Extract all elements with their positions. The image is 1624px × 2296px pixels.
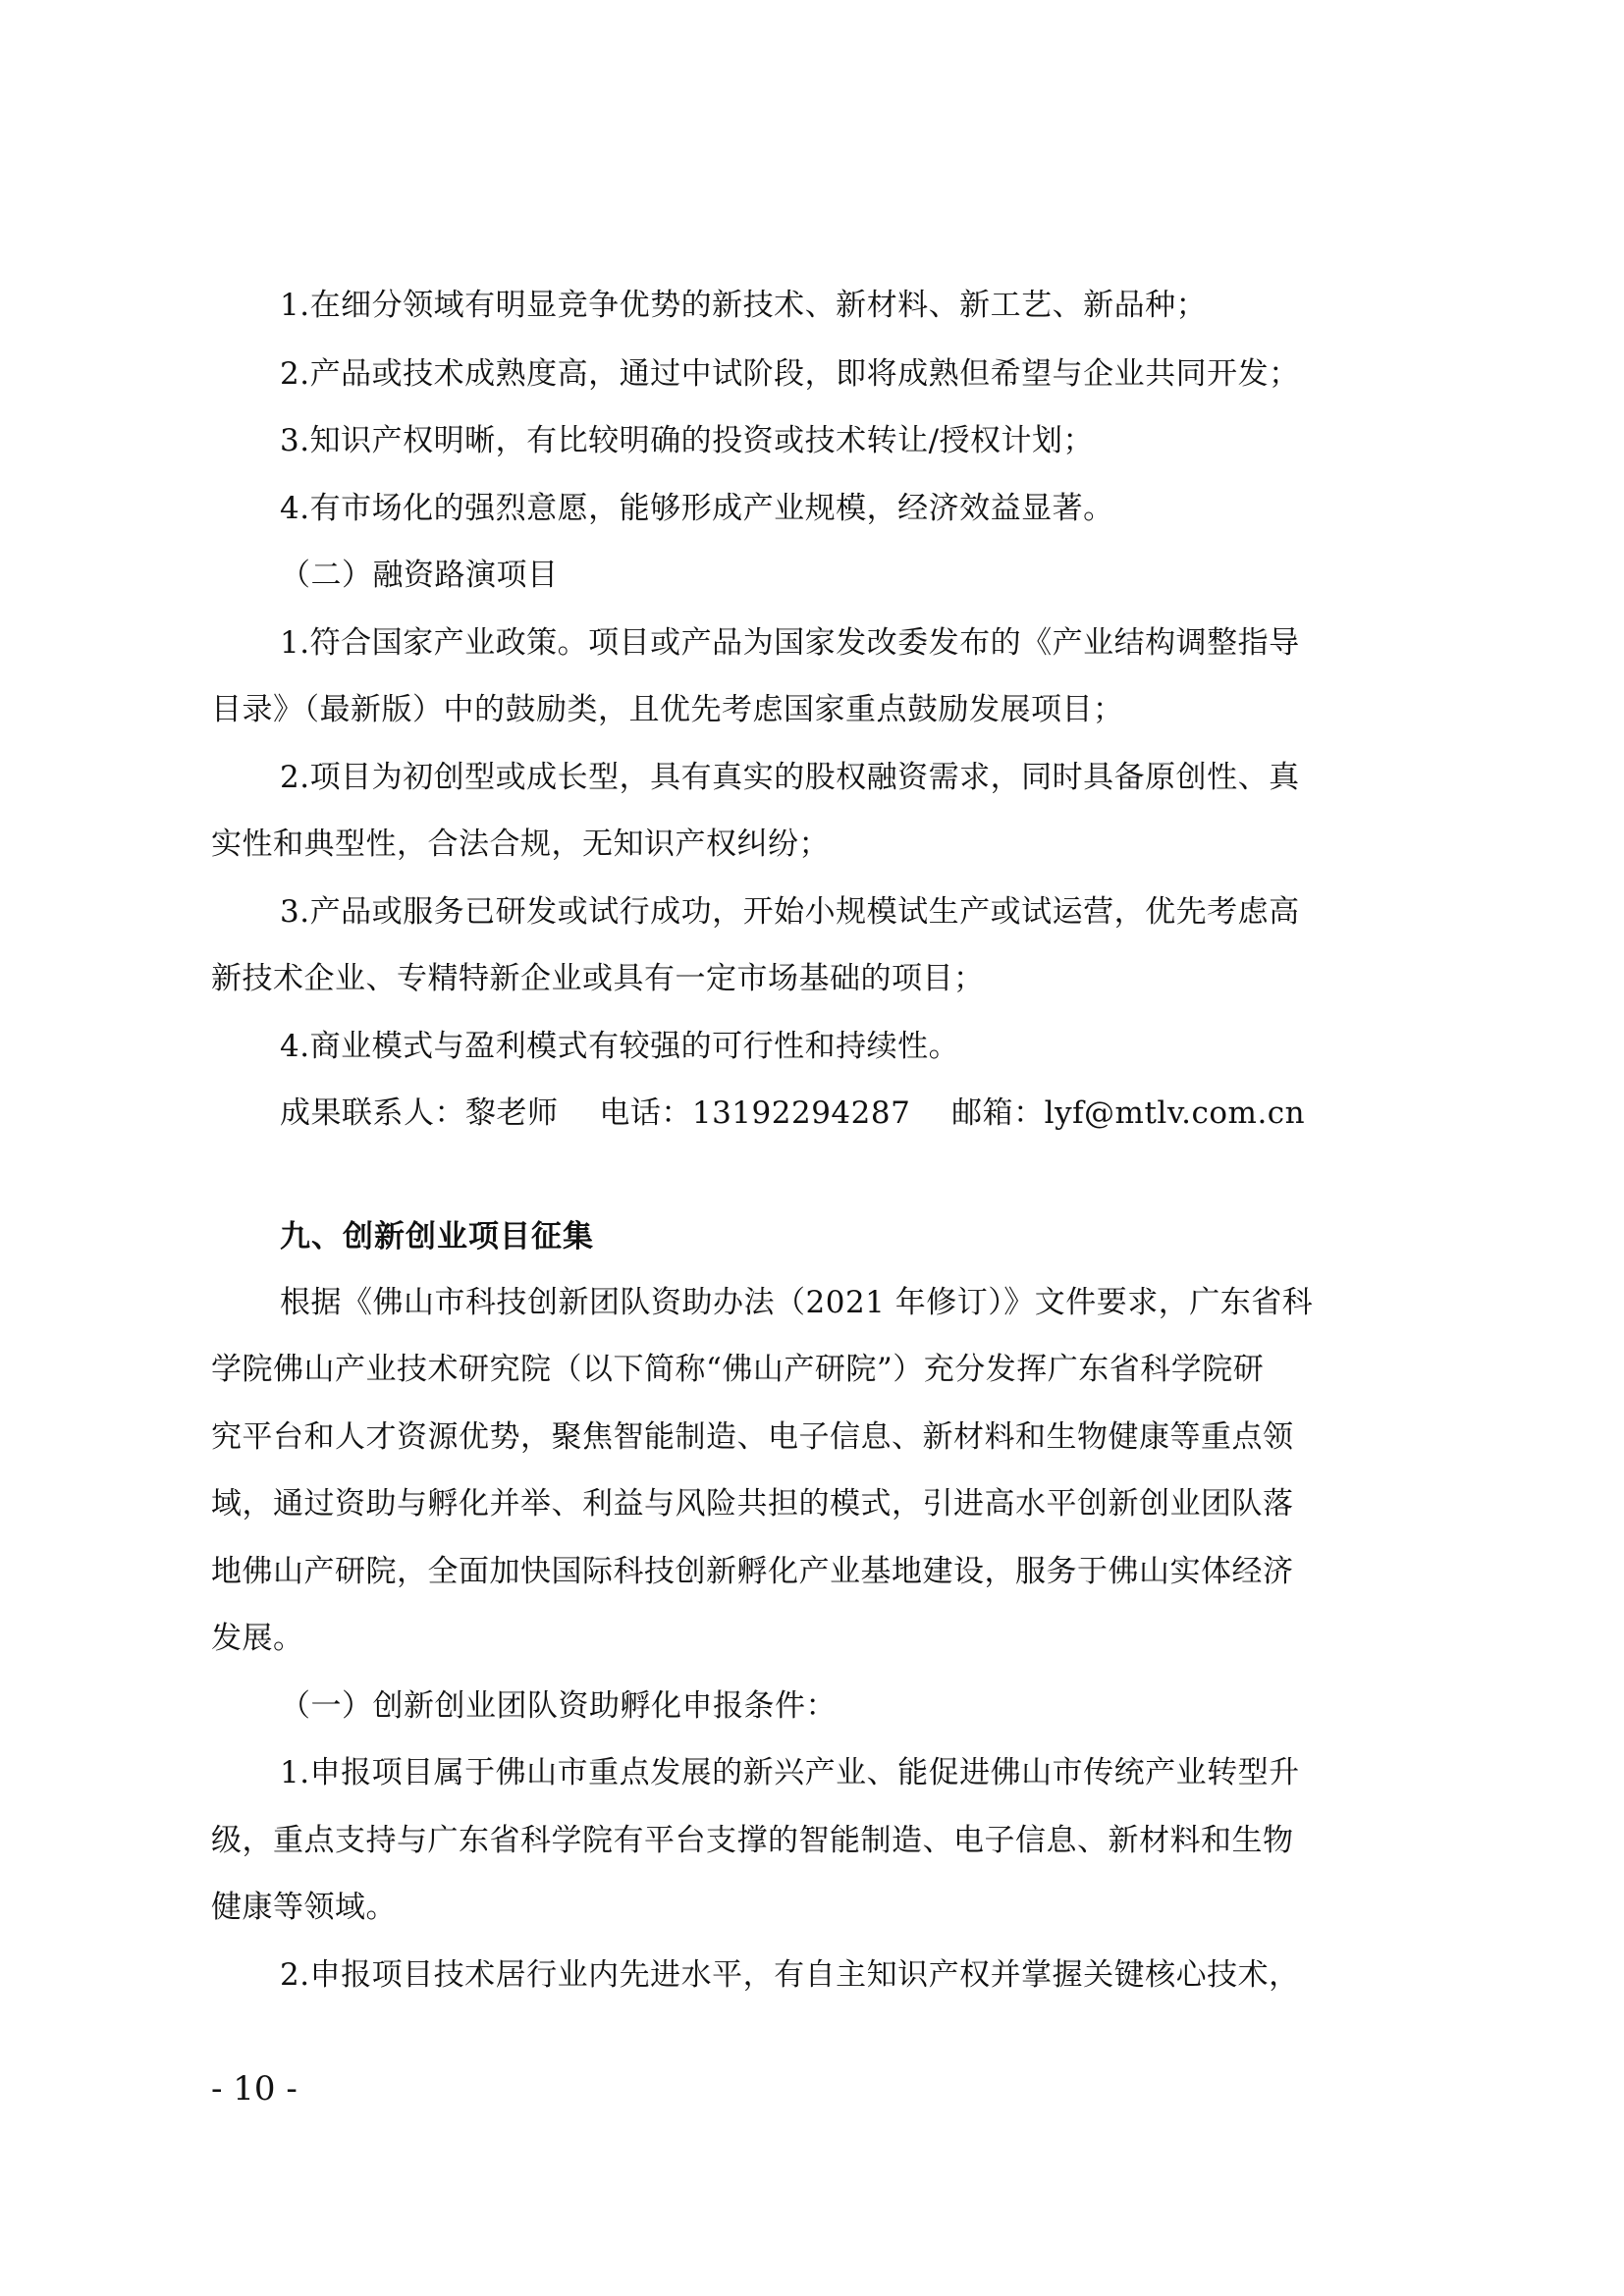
- section-heading-innovation: 九、创新创业项目征集: [280, 1219, 594, 1255]
- roadshow-item-2-line-1: 2.项目为初创型或成长型，具有真实的股权融资需求，同时具备原创性、真: [280, 760, 1300, 795]
- application-item-1-line-1: 1.申报项目属于佛山市重点发展的新兴产业、能促进佛山市传统产业转型升: [280, 1755, 1300, 1790]
- page-number: - 10 -: [211, 2069, 298, 2109]
- roadshow-item-2-line-2: 实性和典型性，合法合规，无知识产权纠纷；: [211, 827, 830, 862]
- section-body-line-6: 发展。: [211, 1621, 304, 1656]
- application-item-1-line-3: 健康等领域。: [211, 1890, 397, 1925]
- condition-item-4: 4.有市场化的强烈意愿，能够形成产业规模，经济效益显著。: [280, 491, 1114, 526]
- roadshow-item-1-line-2: 目录》（最新版）中的鼓励类，且优先考虑国家重点鼓励发展项目；: [211, 692, 1124, 727]
- section-body-line-1: 根据《佛山市科技创新团队资助办法（2021 年修订）》文件要求，广东省科: [280, 1285, 1314, 1320]
- roadshow-item-3-line-2: 新技术企业、专精特新企业或具有一定市场基础的项目；: [211, 961, 985, 996]
- section-body-line-5: 地佛山产研院，全面加快国际科技创新孵化产业基地建设，服务于佛山实体经济: [211, 1554, 1294, 1589]
- condition-item-2: 2.产品或技术成熟度高，通过中试阶段，即将成熟但希望与企业共同开发；: [280, 356, 1300, 392]
- roadshow-item-1-line-1: 1.符合国家产业政策。项目或产品为国家发改委发布的《产业结构调整指导: [280, 625, 1300, 661]
- section-body-line-4: 域，通过资助与孵化并举、利益与风险共担的模式，引进高水平创新创业团队落: [211, 1486, 1294, 1522]
- condition-item-3: 3.知识产权明晰，有比较明确的投资或技术转让/授权计划；: [280, 423, 1095, 458]
- section-body-line-2: 学院佛山产业技术研究院（以下简称“佛山产研院”）充分发挥广东省科学院研: [211, 1352, 1265, 1387]
- condition-item-1: 1.在细分领域有明显竞争优势的新技术、新材料、新工艺、新品种；: [280, 288, 1208, 323]
- roadshow-item-4: 4.商业模式与盈利模式有较强的可行性和持续性。: [280, 1029, 960, 1064]
- subsection-heading-application-conditions: （一）创新创业团队资助孵化申报条件：: [280, 1688, 837, 1724]
- contact-info: 成果联系人：黎老师 电话：13192294287 邮箱：lyf@mtlv.com.cn: [280, 1095, 1306, 1131]
- subsection-heading-financing-roadshow: （二）融资路演项目: [280, 558, 559, 593]
- roadshow-item-3-line-1: 3.产品或服务已研发或试行成功，开始小规模试生产或试运营，优先考虑高: [280, 894, 1300, 930]
- application-item-1-line-2: 级，重点支持与广东省科学院有平台支撑的智能制造、电子信息、新材料和生物: [211, 1823, 1294, 1858]
- section-body-line-3: 究平台和人才资源优势，聚焦智能制造、电子信息、新材料和生物健康等重点领: [211, 1419, 1294, 1455]
- application-item-2-line-1: 2.申报项目技术居行业内先进水平，有自主知识产权并掌握关键核心技术，: [280, 1957, 1300, 1993]
